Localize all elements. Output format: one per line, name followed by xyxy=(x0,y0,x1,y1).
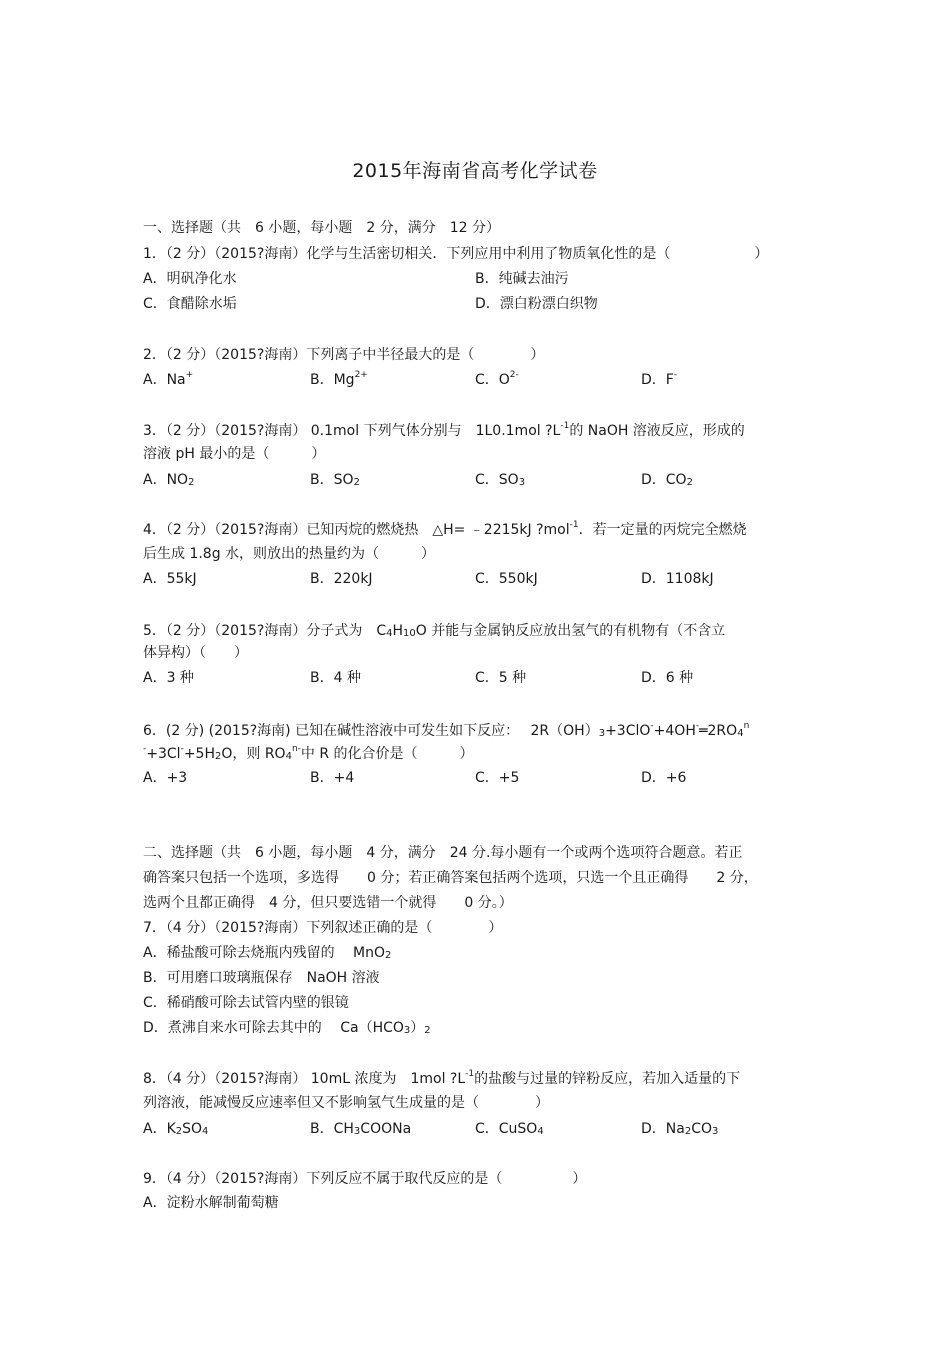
q5-stem-line2: 体异构）（ ） xyxy=(143,645,248,661)
q3-stem-line2: 溶液 pH 最小的是（ ） xyxy=(143,446,326,462)
q4-option-c: C．550kJ xyxy=(475,571,538,587)
q8-option-a: A．$K_2SO_4$ xyxy=(143,1121,209,1137)
q1-option-b: B．纯碱去油污 xyxy=(475,271,569,287)
q2-stem: 2．（2 分）（2015?海南）下列离子中半径最大的是（ ） xyxy=(143,347,545,363)
page-title: 2015年海南省高考化学试卷 xyxy=(352,160,598,182)
q2-option-b: B．$Mg^{2+}$ xyxy=(310,370,368,388)
q5-option-c: C．5 种 xyxy=(475,670,527,686)
q6-stem-line1: 6．(2 分) (2015?海南) 已知在碱性溶液中可发生如下反应： $2R(OH)_3+3ClO^-+4OH^-═2RO_4^n$ xyxy=(143,721,750,739)
section2-header-line2: 确答案只包括一个选项，多选得 0 分；若正确答案包括两个选项，只选一个且正确得 2 分， xyxy=(143,870,758,886)
q1-option-c: C．食醋除水垢 xyxy=(143,296,237,312)
q5-option-a: A．3 种 xyxy=(143,670,194,686)
q9-stem: 9．（4 分）（2015?海南）下列反应不属于取代反应的是（ ） xyxy=(143,1171,587,1187)
q7-option-a: A．稀盐酸可除去烧瓶内残留的 MnO$_2$ xyxy=(143,945,392,961)
q5-option-d: D．6 种 xyxy=(641,670,694,686)
q4-option-b: B．220kJ xyxy=(310,571,373,587)
q3-stem-line1: 3．（2 分）（2015?海南） 0.1mol 下列气体分别与 1L0.1mol $?L^{-1}$的 NaOH 溶液反应，形成的 xyxy=(143,421,745,439)
q6-option-b: B．+4 xyxy=(310,770,355,786)
section2-header-line1: 二、选择题（共 6 小题，每小题 4 分，满分 24 分.每小题有一个或两个选项符合题意。若正 xyxy=(143,845,743,861)
q1-stem: 1．（2 分）（2015?海南）化学与生活密切相关．下列应用中利用了物质氧化性的是（ ） xyxy=(143,246,769,262)
q7-option-d: D．煮沸自来水可除去其中的 $Ca(HCO_3)_2$ xyxy=(143,1020,431,1036)
q4-stem-line2: 后生成 1.8g 水，则放出的热量约为（ ） xyxy=(143,546,436,562)
q6-stem-line2: $^-+3Cl^-+5H_2O$，则 $RO_4^{n-}$中 R 的化合价是（ ） xyxy=(143,744,474,762)
q5-option-b: B．4 种 xyxy=(310,670,361,686)
q4-option-a: A．55kJ xyxy=(143,571,197,587)
section2-header-line3: 选两个且都正确得 4 分，但只要选错一个就得 0 分。） xyxy=(143,895,513,911)
q8-option-b: B．$CH_3COONa$ xyxy=(310,1121,412,1137)
q2-option-c: C．$O^{2-}$ xyxy=(475,370,519,388)
section1-header: 一、选择题（共 6 小题，每小题 2 分，满分 12 分） xyxy=(143,220,500,236)
q8-stem-line1: 8．（4 分）（2015?海南） 10mL 浓度为 1mol $?L^{-1}$的盐酸与过量的锌粉反应，若加入适量的下 xyxy=(143,1069,741,1087)
q4-option-d: D．1108kJ xyxy=(641,571,714,587)
q8-option-c: C．CuSO$_4$ xyxy=(475,1121,544,1137)
q7-option-c: C．稀硝酸可除去试管内壁的银镜 xyxy=(143,995,349,1011)
q3-option-d: D．$CO_2$ xyxy=(641,472,693,488)
q2-option-a: A．Na+ xyxy=(143,370,194,388)
q4-stem-line1: 4．（2 分）（2015?海南）已知丙烷的燃烧热 △H= ﹣2215kJ ?mol$^{-1}$．若一定量的丙烷完全燃烧 xyxy=(143,520,747,538)
q8-stem-line2: 列溶液，能减慢反应速率但又不影响氢气生成量的是（ ） xyxy=(143,1095,549,1111)
q7-stem: 7．（4 分）（2015?海南）下列叙述正确的是（ ） xyxy=(143,920,503,936)
q9-option-a: A．淀粉水解制葡萄糖 xyxy=(143,1195,279,1211)
q3-option-b: B．$SO_2$ xyxy=(310,472,360,488)
q3-option-c: C．$SO_3$ xyxy=(475,472,526,488)
q7-option-b: B．可用磨口玻璃瓶保存 NaOH 溶液 xyxy=(143,970,380,986)
q6-option-a: A．+3 xyxy=(143,770,188,786)
q1-option-d: D．漂白粉漂白织物 xyxy=(475,296,598,312)
q6-option-d: D．+6 xyxy=(641,770,687,786)
q6-option-c: C．+5 xyxy=(475,770,520,786)
q5-stem-line1: 5．（2 分）（2015?海南）分子式为 $C_4H_{10}O$ 并能与金属钠反应放出氢气的有机物有（不含立 xyxy=(143,623,726,639)
q8-option-d: D．$Na_2CO_3$ xyxy=(641,1121,719,1137)
q1-option-a: A．明矾净化水 xyxy=(143,271,237,287)
q3-option-a: A．$NO_2$ xyxy=(143,472,195,488)
q2-option-d: D．F- xyxy=(641,370,678,388)
